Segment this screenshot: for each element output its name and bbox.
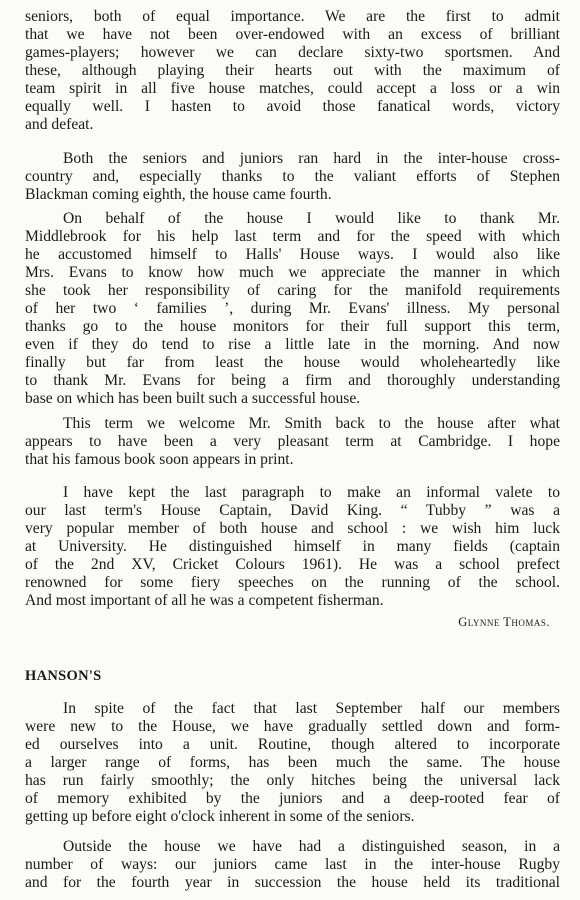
text-line: a larger range of forms, has been much the same. The house — [25, 754, 560, 771]
text-line: Middlebrook for his help last term and for the speed with which — [25, 228, 560, 245]
text-line: were new to the House, we have gradually settled down and form- — [25, 718, 560, 735]
text-line: of her two ‘ families ’, during Mr. Evans' illness. My personal — [25, 300, 560, 317]
text-line: of memory exhibited by the juniors and a deep-rooted fear of — [25, 790, 560, 807]
text-line: On behalf of the house I would like to thank Mr. — [63, 210, 560, 227]
text-line: This term we welcome Mr. Smith back to the house after what — [63, 415, 560, 432]
paragraph-7 — [25, 838, 560, 892]
text-line: our last term's House Captain, David King. “ Tubby ” was a — [25, 502, 560, 519]
text-line: at University. He distinguished himself in many fields (captain — [25, 538, 560, 555]
paragraph-4 — [25, 415, 560, 469]
text-line: that we have not been over-endowed with an excess of brilliant — [25, 26, 560, 43]
text-line: I have kept the last paragraph to make an informal valete to — [63, 484, 560, 501]
text-line: to thank Mr. Evans for being a firm and thoroughly understanding — [25, 372, 560, 389]
text-line: number of ways: our juniors came last in the inter-house Rugby — [25, 856, 560, 873]
text-line: ed ourselves into a unit. Routine, though altered to incorporate — [25, 736, 560, 753]
text-line: Mrs. Evans to know how much we appreciate the manner in which — [25, 264, 560, 281]
text-line: she took her responsibility of caring for the manifold requirements — [25, 282, 560, 299]
text-line: Both the seniors and juniors ran hard in the inter-house cross- — [63, 150, 560, 167]
paragraph-3 — [25, 210, 560, 408]
text-line: even if they do tend to rise a little late in the morning. And now — [25, 336, 560, 353]
text-line: and defeat. — [25, 116, 94, 133]
text-line: seniors, both of equal importance. We are the first to admit — [25, 8, 560, 25]
paragraph-5 — [25, 484, 560, 610]
text-line: renowned for some fiery speeches on the running of the school. — [25, 574, 560, 591]
text-line: finally but far from least the house would wholeheartedly like — [25, 354, 560, 371]
text-line: very popular member of both house and school : we wish him luck — [25, 520, 560, 537]
text-line: getting up before eight o'clock inherent in some of the seniors. — [25, 808, 415, 825]
text-line: games-players; however we can declare sixty-two sportsmen. And — [25, 44, 560, 61]
text-line: country and, especially thanks to the valiant efforts of Stephen — [25, 168, 560, 185]
paragraph-2 — [25, 150, 560, 204]
section-heading: HANSON'S — [25, 668, 102, 684]
text-line: that his famous book soon appears in print. — [25, 451, 294, 468]
text-line: he accustomed himself to Halls' House ways. I would also like — [25, 246, 560, 263]
text-line: And most important of all he was a competent fisherman. — [25, 592, 384, 609]
text-line: team spirit in all five house matches, could accept a loss or a win — [25, 80, 560, 97]
text-line: has run fairly smoothly; the only hitches being the universal lack — [25, 772, 560, 789]
text-line: In spite of the fact that last September half our members — [63, 700, 560, 717]
text-line: appears to have been a very pleasant term at Cambridge. I hope — [25, 433, 560, 450]
author-signature: Glynne Thomas. — [458, 615, 550, 629]
text-line: Outside the house we have had a distinguished season, in a — [63, 838, 560, 855]
text-line: of the 2nd XV, Cricket Colours 1961). He was a school prefect — [25, 556, 560, 573]
paragraph-1 — [25, 8, 560, 134]
text-line: equally well. I hasten to avoid those fanatical words, victory — [25, 98, 560, 115]
paragraph-6 — [25, 700, 560, 826]
text-line: Blackman coming eighth, the house came fourth. — [25, 186, 332, 203]
text-line: thanks go to the house monitors for their full support this term, — [25, 318, 560, 335]
text-line: base on which has been built such a successful house. — [25, 390, 361, 407]
text-line: and for the fourth year in succession the house held its traditional — [25, 874, 560, 891]
text-line: these, although playing their hearts out with the maximum of — [25, 62, 560, 79]
